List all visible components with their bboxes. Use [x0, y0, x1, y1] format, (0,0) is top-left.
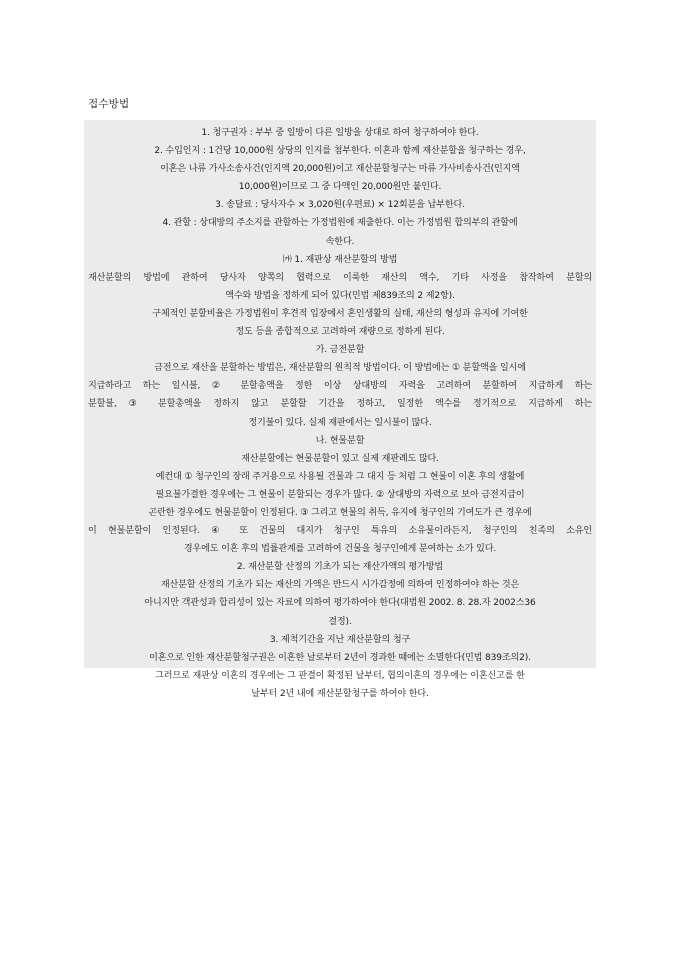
text-line: 정기불이 있다. 실제 재판에서는 일시불이 많다. — [248, 417, 432, 428]
text-line: 결정). — [328, 616, 352, 627]
content-box — [84, 120, 596, 699]
text-line: 4. 관할 : 상대방의 주소지를 관할하는 가정법원에 제출한다. 이는 가정법원 합의부의 관할에 — [162, 218, 518, 229]
page-heading: 접수방법 — [88, 98, 130, 110]
text-line: 10,000원)이므로 그 중 다액인 20,000원만 붙인다. — [238, 182, 442, 193]
text-line: 3. 송달료 : 당사자수 × 3,020원(우편료) × 12회분을 납부한다. — [215, 200, 465, 211]
text-line: 재산분할 산정의 기초가 되는 재산의 가액은 반드시 시가감정에 의하여 인정하여야 하는 것은 — [160, 580, 520, 591]
text-line: 속한다. — [325, 236, 355, 247]
text-line: 금전으로 재산을 분할하는 방법은, 재산분할의 원칙적 방법이다. 이 방법에는 ① 분할액을 일시에 — [154, 363, 526, 374]
text-line: 분할불, ③ 분할총액을 정하지 않고 분할할 기간을 정하고, 일정한 액수를 정기적으로 지급하게 하는 — [88, 399, 592, 410]
text-line: 이혼은 나류 가사소송사건(인지액 20,000원)이고 재산분할청구는 마류 가사비송사건(인지액 — [160, 164, 520, 175]
text-line: 지급하라고 하는 일시불, ② 분할총액을 정한 이상 상대방의 자력을 고려하여 분할하여 지급하게 하는 — [88, 381, 592, 392]
text-line: 이 현물분할이 인정된다. ④ 또 건물의 대지가 청구인 특유의 소유물이라든지, 청구인의 친족의 소유인 — [88, 526, 592, 537]
text-line: 2. 재산분할 산정의 기초가 되는 재산가액의 평가방법 — [236, 562, 444, 573]
text-line: 곤란한 경우에도 현물분할이 인정된다. ③ 그리고 현물의 취득, 유지에 청구인의 기여도가 큰 경우에 — [148, 507, 532, 518]
text-line: 재산분할에는 현물분할이 있고 실제 재판례도 많다. — [241, 453, 439, 464]
text-line: 예컨대 ① 청구인의 장래 주거용으로 사용될 건물과 그 대지 등 처럼 그 현물이 이혼 후의 생활에 — [155, 471, 525, 482]
text-line: ㈎ 1. 재판상 재산분할의 방법 — [282, 254, 398, 265]
text-line: 1. 청구권자 : 부부 중 일방이 다른 일방을 상대로 하여 청구하여야 한다. — [201, 128, 479, 138]
text-line: 경우에도 이혼 후의 법률관계를 고려하여 건물을 청구인에게 분여하는 소가 있다. — [183, 544, 497, 555]
text-line: 아니지만 객관성과 합리성이 있는 자료에 의하여 평가하여야 한다(대법원 2002. 8. 28.자 2002스36 — [144, 598, 536, 609]
text-line: 날부터 2년 내에 재산분할청구를 하여야 한다. — [251, 688, 429, 699]
text-line: 그러므로 재판상 이혼의 경우에는 그 판결이 확정된 날부터, 협의이혼의 경우에는 이혼신고를 한 — [155, 670, 525, 681]
text-line: 나. 현물분할 — [315, 435, 365, 446]
text-line: 재산분할의 방법에 관하여 당사자 양쪽의 협력으로 이룩한 재산의 액수, 기타 사정을 참작하여 분할의 — [88, 272, 592, 283]
text-line: 필요불가결한 경우에는 그 현물이 분할되는 경우가 많다. ② 상대방의 자력으로 보아 금전지급이 — [155, 489, 525, 500]
text-line: 액수와 방법을 정하게 되어 있다(민법 제839조의 2 제2항). — [225, 290, 455, 301]
text-line: 정도 등을 종합적으로 고려하여 재량으로 정하게 된다. — [235, 327, 445, 338]
text-line: 가. 금전분할 — [315, 345, 365, 356]
text-line: 2. 수입인지 : 1건당 10,000원 상당의 인지를 첨부한다. 이혼과 함께 재산분할을 청구하는 경우, — [154, 146, 526, 157]
text-line: 3. 제척기간을 지난 재산분할의 청구 — [269, 634, 411, 645]
text-line: 구체적인 분할비율은 가정법원이 후견적 입장에서 혼인생활의 실태, 재산의 형성과 유지에 기여한 — [152, 308, 528, 319]
text-line: 이혼으로 인한 재산분할청구권은 이혼한 날로부터 2년이 경과한 때에는 소멸한다(민법 839조의2). — [149, 652, 531, 663]
